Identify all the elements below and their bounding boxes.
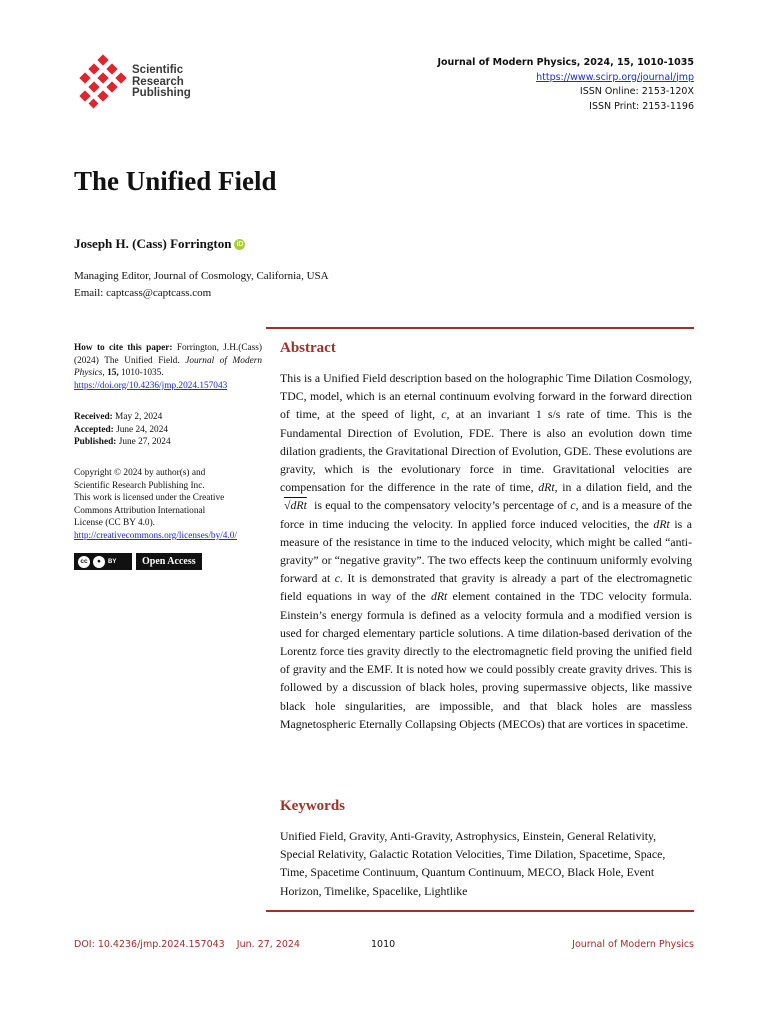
journal-citation-line: Journal of Modern Physics, 2024, 15, 1010-1035	[437, 57, 694, 68]
abstract-drt-1: dRt,	[538, 480, 558, 495]
license-badges	[74, 553, 202, 570]
issn-online: ISSN Online: 2153-120X	[579, 86, 694, 97]
abstract-text-4: is equal to the compensatory velocity’s percentage of	[314, 498, 568, 513]
copyright-line2: Scientific Research Publishing Inc.	[74, 480, 205, 491]
paper-title: The Unified Field	[74, 166, 277, 196]
abstract-body	[280, 369, 692, 733]
keywords-bottom-rule	[266, 910, 694, 912]
abstract-text-7: It is demonstrated that gravity is already a part of the electromagnetic field equations in way of the	[280, 571, 692, 604]
abstract-text-2: at an invariant 1 s/s rate of time. This is the Fundamental Direction of Evolution, FDE. There is also an evolution down time dilation gradients, the Gravitational Direction of Evolution, GDE. These evolutions are gravity, which is the evolutionary force in time. Gravitational velocities are compensation for the difference in the rate of time,	[280, 407, 693, 495]
accepted-date: June 24, 2024	[116, 424, 168, 435]
abstract-c-3: c.	[334, 571, 343, 586]
publisher-name-line1: Scientific	[132, 64, 184, 76]
cite-text: Forrington, J.H.(Cass) (2024) The Unified Field.	[74, 343, 263, 366]
by-label: BY	[108, 558, 117, 565]
copyright-line1: Copyright © 2024 by author(s) and	[74, 468, 206, 478]
keywords-list: Unified Field, Gravity, Anti-Gravity, Astrophysics, Einstein, General Relativity, Special Relativity, Galactic Rotation Velocities, Time Dilation, Spacetime, Space, Time, Spacetime Continuum, Quantum Continuum, MECO, Black Hole, Event Horizon, Timelike, Spacelike, Lightlike	[280, 829, 666, 898]
cite-label: How to cite this paper:	[74, 343, 173, 353]
open-access-badge: Open Access	[136, 553, 202, 570]
received-row	[74, 411, 262, 424]
abstract-text-6: is a measure of the resistance in time to the induced velocity, which might be called “anti-gravity” or “negative gravity”. The two effects keep the continuum uniformly evolving forward at	[280, 516, 693, 586]
abstract-text-1: This is a Unified Field description based on the holographic Time Dilation Cosmology, TDC, model, which is an eternal continuum evolving forward in the forward direction of time, at the speed of light,	[280, 371, 692, 422]
abstract-text-5: and is a measure of the force in time inducing the velocity. In applied force induced velocities, the	[280, 498, 692, 531]
author-email: Email: captcass@captcass.com	[74, 287, 212, 299]
sqrt-drt-formula: √dRt	[284, 498, 307, 513]
cite-journal: Journal of Modern Physics,	[74, 355, 262, 379]
affiliation: Managing Editor, Journal of Cosmology, California, USA	[74, 270, 329, 282]
published-row	[74, 436, 262, 449]
copyright-block	[74, 467, 262, 543]
accepted-label: Accepted:	[74, 424, 114, 435]
published-label: Published:	[74, 437, 117, 448]
abstract-text-3: in a dilation field, and the	[562, 480, 693, 495]
received-date: May 2, 2024	[115, 412, 163, 422]
abstract-c-2: c,	[570, 498, 579, 513]
orcid-icon[interactable]: iD	[236, 240, 244, 248]
dates-block	[74, 411, 262, 449]
keywords-heading: Keywords	[280, 798, 345, 814]
cite-pages: 1010-1035.	[121, 368, 164, 379]
abstract-drt-2: dRt	[653, 516, 670, 531]
affiliation-block	[74, 268, 329, 302]
cite-volume: 15,	[107, 368, 119, 379]
publisher-name-line2: Research	[132, 75, 184, 88]
footer-page-number: 1010	[371, 939, 396, 950]
author-name[interactable]: Joseph H. (Cass) Forrington	[74, 236, 232, 251]
abstract-top-rule	[266, 327, 694, 329]
abstract-c-1: c,	[441, 407, 450, 422]
abstract-drt-3: dRt	[430, 589, 448, 604]
cite-doi-link[interactable]: https://doi.org/10.4236/jmp.2024.157043	[74, 380, 228, 391]
journal-info	[437, 56, 694, 114]
copyright-line5: License (CC BY 4.0).	[74, 518, 155, 529]
abstract-heading: Abstract	[280, 340, 336, 356]
received-label: Received:	[74, 412, 113, 422]
scirp-diamond-logo-icon	[74, 54, 132, 110]
published-date: June 27, 2024	[118, 437, 171, 448]
by-person-icon: ●	[93, 556, 105, 568]
issn-print: ISSN Print: 2153-1196	[589, 100, 694, 112]
journal-url-link[interactable]: https://www.scirp.org/journal/jmp	[536, 71, 694, 83]
accepted-row	[74, 424, 262, 437]
abstract-text-8: element contained in the TDC velocity formula. Einstein’s energy formula is defined as a velocity formula and a modified version is used for charged elementary particle solutions. A time dilation-based derivation of the Lorentz force ties gravity directly to the electromagnetic field proving the unified field of gravity and the EMF. It is noted how we could possibly create gravity drives. This is followed by a discussion of black holes, proving supermassive objects, like massive black hole singularities, are impossible, and that black holes are massless Magnetospheric Eternally Collapsing Objects (MECOs) that are vortices in spacetime.	[280, 589, 692, 731]
footer-doi-date[interactable]: DOI: 10.4236/jmp.2024.157043 Jun. 27, 2024	[74, 939, 300, 950]
copyright-line4: Commons Attribution International	[74, 505, 206, 516]
cite-block	[74, 342, 262, 392]
publisher-logo	[74, 54, 204, 110]
publisher-name-line3: Publishing	[132, 87, 191, 99]
author-line	[74, 236, 245, 252]
publisher-name	[132, 65, 191, 100]
cc-icon: cc	[78, 556, 90, 568]
license-link[interactable]: http://creativecommons.org/licenses/by/4.0/	[74, 530, 238, 541]
cc-by-badge[interactable]	[74, 553, 132, 570]
footer-journal-name: Journal of Modern Physics	[572, 939, 694, 950]
copyright-line3: This work is licensed under the Creative	[74, 493, 225, 504]
